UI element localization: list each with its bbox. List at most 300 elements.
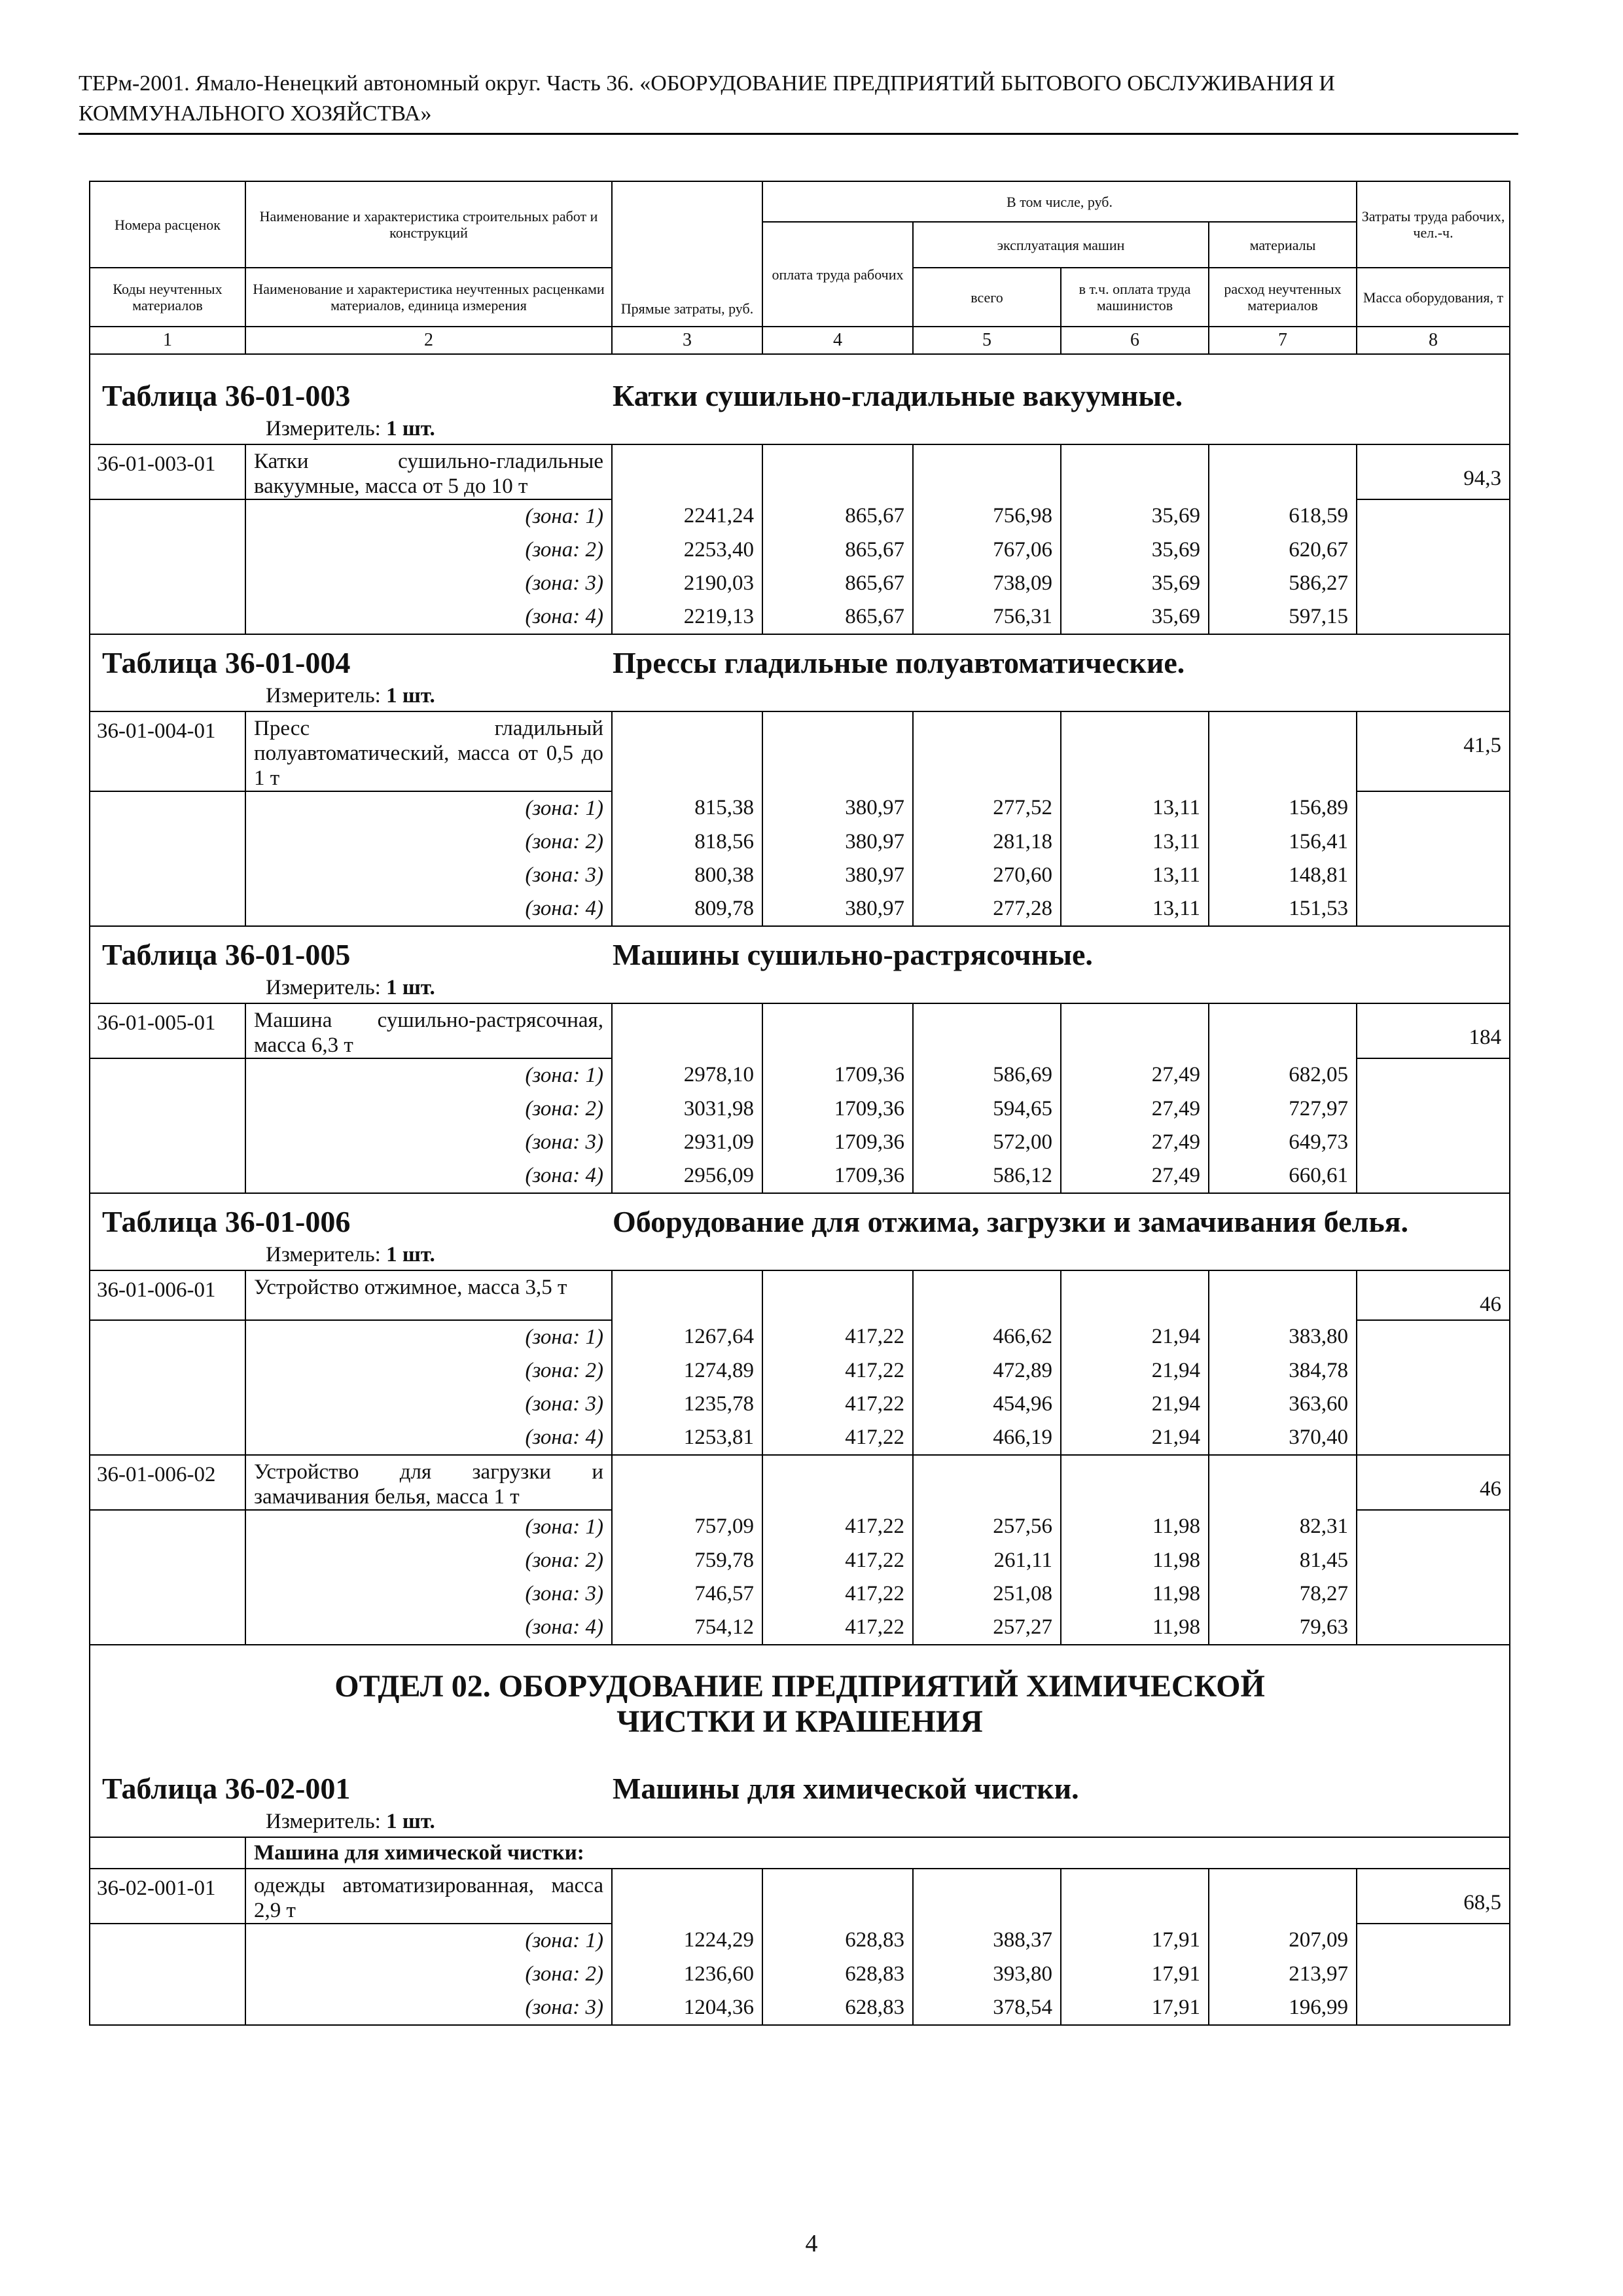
- measure-line: [102, 414, 1497, 444]
- machinist-labor: 27,49: [1061, 1126, 1209, 1159]
- zone-blank-cell: [1357, 892, 1510, 926]
- department-cell: [90, 1645, 1510, 1837]
- column-number: 1: [90, 327, 245, 354]
- zone-label: (зона: 2): [245, 1544, 612, 1577]
- machinist-labor: 11,98: [1061, 1544, 1209, 1577]
- item-blank-cell: [612, 711, 762, 791]
- item-blank-cell: [762, 1455, 913, 1510]
- zone-blank-cell: [90, 1092, 245, 1126]
- worker-labor: 628,83: [762, 1991, 913, 2025]
- worker-labor: 417,22: [762, 1544, 913, 1577]
- col1-top-header: Номера расценок: [90, 181, 245, 268]
- measure-line: [102, 681, 1497, 711]
- zone-row: [90, 1058, 1510, 1092]
- zone-label: (зона: 3): [245, 1991, 612, 2025]
- materials-cost: 384,78: [1209, 1354, 1357, 1388]
- materials-cost: 586,27: [1209, 567, 1357, 600]
- zone-label: (зона: 4): [245, 892, 612, 926]
- zone-label: (зона: 2): [245, 533, 612, 567]
- zone-blank-cell: [90, 1126, 245, 1159]
- rates-table-container: [89, 181, 1509, 2026]
- item-code: 36-01-003-01: [90, 444, 245, 499]
- measure-value: 1 шт.: [386, 1810, 435, 1833]
- machinist-labor: 11,98: [1061, 1611, 1209, 1645]
- materials-cost: 196,99: [1209, 1991, 1357, 2025]
- item-mass: 94,3: [1357, 444, 1510, 499]
- direct-cost: 2219,13: [612, 600, 762, 634]
- page-number: 4: [805, 2230, 818, 2257]
- worker-labor: 865,67: [762, 499, 913, 533]
- direct-cost: 800,38: [612, 859, 762, 892]
- item-mass: 46: [1357, 1455, 1510, 1510]
- item-name: Устройство отжимное, масса 3,5 т: [245, 1270, 612, 1320]
- zone-row: [90, 859, 1510, 892]
- zone-row: [90, 1611, 1510, 1645]
- table-section-cell: [90, 354, 1510, 444]
- table-section-cell: [90, 1193, 1510, 1270]
- table-section-row: [90, 354, 1510, 444]
- machine-operation: 756,98: [913, 499, 1061, 533]
- zone-blank-cell: [90, 1354, 245, 1388]
- zone-blank-cell: [1357, 1991, 1510, 2025]
- table-id: Таблица 36-01-004: [102, 646, 351, 679]
- table-title-line: [102, 647, 1497, 679]
- worker-labor: 380,97: [762, 791, 913, 825]
- zone-row: [90, 1126, 1510, 1159]
- item-blank-cell: [913, 1270, 1061, 1320]
- group-label: Машина для химической чистки:: [245, 1837, 1510, 1869]
- measure-value: 1 шт.: [386, 1243, 435, 1266]
- zone-blank-cell: [1357, 1577, 1510, 1611]
- worker-labor: 417,22: [762, 1320, 913, 1354]
- item-name: одежды автоматизированная, масса 2,9 т: [245, 1869, 612, 1924]
- zone-label: (зона: 2): [245, 1354, 612, 1388]
- machinist-labor: 13,11: [1061, 859, 1209, 892]
- zone-label: (зона: 1): [245, 791, 612, 825]
- zone-row: [90, 1924, 1510, 1958]
- zone-blank-cell: [90, 1991, 245, 2025]
- item-code: 36-01-005-01: [90, 1003, 245, 1058]
- zone-blank-cell: [90, 1388, 245, 1421]
- zone-blank-cell: [1357, 825, 1510, 859]
- zone-label: (зона: 1): [245, 1320, 612, 1354]
- group-blank-cell: [90, 1837, 245, 1869]
- machinist-labor: 17,91: [1061, 1991, 1209, 2025]
- item-row: [90, 711, 1510, 791]
- item-blank-cell: [612, 1270, 762, 1320]
- item-mass: 46: [1357, 1270, 1510, 1320]
- zone-label: (зона: 2): [245, 1958, 612, 1991]
- machine-operation: 261,11: [913, 1544, 1061, 1577]
- item-mass: 41,5: [1357, 711, 1510, 791]
- direct-cost: 815,38: [612, 791, 762, 825]
- zone-blank-cell: [1357, 859, 1510, 892]
- materials-cost: 82,31: [1209, 1510, 1357, 1544]
- materials-cost: 370,40: [1209, 1421, 1357, 1455]
- item-row: [90, 1270, 1510, 1320]
- column-number: 8: [1357, 327, 1510, 354]
- zone-label: (зона: 1): [245, 1510, 612, 1544]
- table-name: Катки сушильно-гладильные вакуумные.: [613, 379, 1183, 412]
- zone-blank-cell: [90, 892, 245, 926]
- materials-header: материалы: [1209, 222, 1357, 268]
- zone-row: [90, 1958, 1510, 1991]
- item-mass: 68,5: [1357, 1869, 1510, 1924]
- machines-header: эксплуатация машин: [913, 222, 1209, 268]
- item-blank-cell: [1209, 1003, 1357, 1058]
- zone-label: (зона: 1): [245, 1924, 612, 1958]
- zone-blank-cell: [1357, 533, 1510, 567]
- measure-label: Измеритель:: [266, 1243, 381, 1266]
- zone-blank-cell: [90, 1159, 245, 1193]
- machinist-labor: 21,94: [1061, 1320, 1209, 1354]
- table-section-row: [90, 926, 1510, 1003]
- machine-operation: 378,54: [913, 1991, 1061, 2025]
- materials-cost: 682,05: [1209, 1058, 1357, 1092]
- machine-operation: 586,69: [913, 1058, 1061, 1092]
- item-row: [90, 1869, 1510, 1924]
- machine-operation: 466,62: [913, 1320, 1061, 1354]
- materials-cost: 81,45: [1209, 1544, 1357, 1577]
- direct-cost: 2978,10: [612, 1058, 762, 1092]
- item-blank-cell: [1061, 1270, 1209, 1320]
- item-blank-cell: [1209, 711, 1357, 791]
- zone-row: [90, 1510, 1510, 1544]
- machine-operation: 257,27: [913, 1611, 1061, 1645]
- machinist-labor: 35,69: [1061, 533, 1209, 567]
- machinist-labor: 35,69: [1061, 499, 1209, 533]
- materials-cost: 363,60: [1209, 1388, 1357, 1421]
- machine-operation: 756,31: [913, 600, 1061, 634]
- zone-row: [90, 1354, 1510, 1388]
- table-section-cell: [90, 634, 1510, 711]
- machinist-labor: 21,94: [1061, 1421, 1209, 1455]
- item-name: Пресс гладильный полуавтоматический, масса от 0,5 до 1 т: [245, 711, 612, 791]
- zone-row: [90, 499, 1510, 533]
- zone-blank-cell: [90, 1544, 245, 1577]
- item-name: Машина сушильно-растрясочная, масса 6,3 т: [245, 1003, 612, 1058]
- item-blank-cell: [1061, 444, 1209, 499]
- machinist-labor: 35,69: [1061, 600, 1209, 634]
- machinist-labor: 21,94: [1061, 1354, 1209, 1388]
- zone-label: (зона: 3): [245, 1126, 612, 1159]
- zone-row: [90, 892, 1510, 926]
- table-name: Машины для химической чистки.: [613, 1772, 1079, 1805]
- direct-cost: 818,56: [612, 825, 762, 859]
- col1-bottom-header: Коды неучтенных материалов: [90, 268, 245, 327]
- machine-operation: 586,12: [913, 1159, 1061, 1193]
- zone-row: [90, 791, 1510, 825]
- zone-blank-cell: [90, 1611, 245, 1645]
- zone-label: (зона: 2): [245, 1092, 612, 1126]
- machine-operation: 277,52: [913, 791, 1061, 825]
- zone-blank-cell: [90, 791, 245, 825]
- machine-operation: 466,19: [913, 1421, 1061, 1455]
- machine-operation: 454,96: [913, 1388, 1061, 1421]
- group-row: [90, 1837, 1510, 1869]
- worker-labor: 865,67: [762, 567, 913, 600]
- zone-row: [90, 1421, 1510, 1455]
- direct-cost: 746,57: [612, 1577, 762, 1611]
- zone-label: (зона: 4): [245, 1159, 612, 1193]
- item-blank-cell: [762, 1003, 913, 1058]
- materials-cost: 79,63: [1209, 1611, 1357, 1645]
- item-blank-cell: [1061, 1003, 1209, 1058]
- worker-labor: 865,67: [762, 533, 913, 567]
- zone-label: (зона: 2): [245, 825, 612, 859]
- machinist-labor: 11,98: [1061, 1510, 1209, 1544]
- direct-cost: 1267,64: [612, 1320, 762, 1354]
- zone-row: [90, 533, 1510, 567]
- zone-label: (зона: 4): [245, 1611, 612, 1645]
- column-number: 4: [762, 327, 913, 354]
- worker-labor: 417,22: [762, 1354, 913, 1388]
- zone-blank-cell: [90, 499, 245, 533]
- machine-operation: 594,65: [913, 1092, 1061, 1126]
- zone-blank-cell: [1357, 1058, 1510, 1092]
- col6-header: в т.ч. оплата труда машинистов: [1061, 268, 1209, 327]
- direct-cost: 809,78: [612, 892, 762, 926]
- zone-blank-cell: [1357, 791, 1510, 825]
- worker-labor: 628,83: [762, 1924, 913, 1958]
- measure-line: [102, 1806, 1497, 1837]
- zone-row: [90, 1577, 1510, 1611]
- worker-labor: 1709,36: [762, 1159, 913, 1193]
- measure-label: Измеритель:: [266, 1810, 381, 1833]
- item-blank-cell: [1209, 1869, 1357, 1924]
- machine-operation: 767,06: [913, 533, 1061, 567]
- zone-blank-cell: [90, 825, 245, 859]
- table-title-line: [102, 939, 1497, 971]
- measure-label: Измеритель:: [266, 417, 381, 440]
- zone-blank-cell: [1357, 1092, 1510, 1126]
- measure-line: [102, 973, 1497, 1003]
- direct-cost: 1253,81: [612, 1421, 762, 1455]
- table-section-cell: [90, 926, 1510, 1003]
- column-number: 7: [1209, 327, 1357, 354]
- col8-bottom-header: Масса оборудования, т: [1357, 268, 1510, 327]
- item-code: 36-01-006-01: [90, 1270, 245, 1320]
- zone-blank-cell: [90, 1421, 245, 1455]
- machine-operation: 738,09: [913, 567, 1061, 600]
- worker-labor: 417,22: [762, 1388, 913, 1421]
- zone-row: [90, 600, 1510, 634]
- zone-blank-cell: [1357, 1544, 1510, 1577]
- materials-cost: 727,97: [1209, 1092, 1357, 1126]
- table-title-line: [102, 380, 1497, 412]
- zone-blank-cell: [1357, 1958, 1510, 1991]
- department-title: ОТДЕЛ 02. ОБОРУДОВАНИЕ ПРЕДПРИЯТИЙ ХИМИЧЕСКОЙ ЧИСТКИ И КРАШЕНИЯ: [334, 1669, 1265, 1739]
- item-blank-cell: [1209, 1455, 1357, 1510]
- machinist-labor: 27,49: [1061, 1159, 1209, 1193]
- materials-cost: 618,59: [1209, 499, 1357, 533]
- zone-blank-cell: [90, 1510, 245, 1544]
- machine-operation: 251,08: [913, 1577, 1061, 1611]
- zone-label: (зона: 4): [245, 1421, 612, 1455]
- rates-table: [89, 181, 1510, 2026]
- item-blank-cell: [612, 1869, 762, 1924]
- measure-label: Измеритель:: [266, 976, 381, 999]
- zone-label: (зона: 3): [245, 1388, 612, 1421]
- zone-label: (зона: 3): [245, 859, 612, 892]
- zone-blank-cell: [90, 533, 245, 567]
- materials-cost: 78,27: [1209, 1577, 1357, 1611]
- item-blank-cell: [762, 444, 913, 499]
- worker-labor: 1709,36: [762, 1092, 913, 1126]
- direct-cost: 1235,78: [612, 1388, 762, 1421]
- column-number: 3: [612, 327, 762, 354]
- measure-value: 1 шт.: [386, 684, 435, 708]
- worker-labor: 417,22: [762, 1421, 913, 1455]
- direct-cost: 3031,98: [612, 1092, 762, 1126]
- table-name: Машины сушильно-растрясочные.: [613, 938, 1093, 971]
- item-blank-cell: [762, 711, 913, 791]
- machinist-labor: 21,94: [1061, 1388, 1209, 1421]
- zone-blank-cell: [90, 859, 245, 892]
- item-name: Катки сушильно-гладильные вакуумные, масса от 5 до 10 т: [245, 444, 612, 499]
- zone-label: (зона: 4): [245, 600, 612, 634]
- zone-blank-cell: [90, 1924, 245, 1958]
- machinist-labor: 27,49: [1061, 1092, 1209, 1126]
- item-blank-cell: [913, 711, 1061, 791]
- direct-cost: 2956,09: [612, 1159, 762, 1193]
- machinist-labor: 13,11: [1061, 825, 1209, 859]
- table-title-line: [102, 1772, 1497, 1805]
- item-blank-cell: [1209, 444, 1357, 499]
- zone-label: (зона: 3): [245, 567, 612, 600]
- zone-row: [90, 1388, 1510, 1421]
- zone-row: [90, 1159, 1510, 1193]
- table-name: Прессы гладильные полуавтоматические.: [613, 646, 1185, 679]
- materials-cost: 151,53: [1209, 892, 1357, 926]
- machinist-labor: 11,98: [1061, 1577, 1209, 1611]
- worker-labor: 380,97: [762, 825, 913, 859]
- measure-value: 1 шт.: [386, 976, 435, 999]
- direct-cost: 2253,40: [612, 533, 762, 567]
- zone-blank-cell: [1357, 567, 1510, 600]
- machinist-labor: 17,91: [1061, 1924, 1209, 1958]
- col4-header: оплата труда рабочих: [762, 222, 913, 327]
- worker-labor: 380,97: [762, 892, 913, 926]
- item-blank-cell: [1061, 711, 1209, 791]
- machinist-labor: 35,69: [1061, 567, 1209, 600]
- item-blank-cell: [762, 1869, 913, 1924]
- machine-operation: 270,60: [913, 859, 1061, 892]
- worker-labor: 1709,36: [762, 1058, 913, 1092]
- zone-blank-cell: [90, 1958, 245, 1991]
- column-number: 2: [245, 327, 612, 354]
- table-id: Таблица 36-01-005: [102, 938, 351, 971]
- materials-cost: 213,97: [1209, 1958, 1357, 1991]
- worker-labor: 417,22: [762, 1577, 913, 1611]
- direct-cost: 1236,60: [612, 1958, 762, 1991]
- direct-cost: 1224,29: [612, 1924, 762, 1958]
- col8-top-header: Затраты труда рабочих, чел.-ч.: [1357, 181, 1510, 268]
- direct-cost: 1274,89: [612, 1354, 762, 1388]
- measure-label: Измеритель:: [266, 684, 381, 708]
- zone-row: [90, 1092, 1510, 1126]
- zone-blank-cell: [1357, 1126, 1510, 1159]
- col2-top-header: Наименование и характеристика строительных работ и конструкций: [245, 181, 612, 268]
- materials-cost: 597,15: [1209, 600, 1357, 634]
- item-blank-cell: [1061, 1869, 1209, 1924]
- zone-blank-cell: [90, 600, 245, 634]
- zone-blank-cell: [90, 1577, 245, 1611]
- department-row: [90, 1645, 1510, 1837]
- direct-cost: 754,12: [612, 1611, 762, 1645]
- materials-cost: 207,09: [1209, 1924, 1357, 1958]
- direct-cost: 2931,09: [612, 1126, 762, 1159]
- item-mass: 184: [1357, 1003, 1510, 1058]
- table-id: Таблица 36-01-006: [102, 1205, 351, 1238]
- item-row: [90, 1003, 1510, 1058]
- item-blank-cell: [762, 1270, 913, 1320]
- table-title-line: [102, 1206, 1497, 1238]
- direct-cost: 759,78: [612, 1544, 762, 1577]
- column-number: 6: [1061, 327, 1209, 354]
- zone-blank-cell: [1357, 1354, 1510, 1388]
- item-code: 36-01-004-01: [90, 711, 245, 791]
- machine-operation: 388,37: [913, 1924, 1061, 1958]
- table-id: Таблица 36-02-001: [102, 1772, 351, 1805]
- worker-labor: 417,22: [762, 1510, 913, 1544]
- col3-header: Прямые затраты, руб.: [612, 181, 762, 327]
- machine-operation: 257,56: [913, 1510, 1061, 1544]
- materials-cost: 383,80: [1209, 1320, 1357, 1354]
- item-code: 36-01-006-02: [90, 1455, 245, 1510]
- zone-blank-cell: [90, 1320, 245, 1354]
- zone-row: [90, 567, 1510, 600]
- machine-operation: 572,00: [913, 1126, 1061, 1159]
- item-blank-cell: [1061, 1455, 1209, 1510]
- zone-label: (зона: 1): [245, 499, 612, 533]
- zone-blank-cell: [1357, 1510, 1510, 1544]
- direct-cost: 2241,24: [612, 499, 762, 533]
- measure-value: 1 шт.: [386, 417, 435, 440]
- column-number: 5: [913, 327, 1061, 354]
- col7-header: расход неучтенных материалов: [1209, 268, 1357, 327]
- table-section-row: [90, 1193, 1510, 1270]
- worker-labor: 865,67: [762, 600, 913, 634]
- materials-cost: 156,89: [1209, 791, 1357, 825]
- item-blank-cell: [913, 1003, 1061, 1058]
- item-blank-cell: [913, 1869, 1061, 1924]
- worker-labor: 628,83: [762, 1958, 913, 1991]
- zone-blank-cell: [1357, 600, 1510, 634]
- zone-row: [90, 1544, 1510, 1577]
- zone-blank-cell: [1357, 1159, 1510, 1193]
- machine-operation: 281,18: [913, 825, 1061, 859]
- zone-blank-cell: [1357, 1421, 1510, 1455]
- item-blank-cell: [612, 1455, 762, 1510]
- table-section-row: [90, 634, 1510, 711]
- zone-label: (зона: 3): [245, 1577, 612, 1611]
- machine-operation: 472,89: [913, 1354, 1061, 1388]
- item-code: 36-02-001-01: [90, 1869, 245, 1924]
- machine-operation: 277,28: [913, 892, 1061, 926]
- materials-cost: 156,41: [1209, 825, 1357, 859]
- item-blank-cell: [612, 1003, 762, 1058]
- col5-header: всего: [913, 268, 1061, 327]
- materials-cost: 148,81: [1209, 859, 1357, 892]
- item-blank-cell: [913, 444, 1061, 499]
- worker-labor: 380,97: [762, 859, 913, 892]
- item-blank-cell: [1209, 1270, 1357, 1320]
- machine-operation: 393,80: [913, 1958, 1061, 1991]
- item-row: [90, 444, 1510, 499]
- zone-blank-cell: [90, 1058, 245, 1092]
- measure-line: [102, 1240, 1497, 1270]
